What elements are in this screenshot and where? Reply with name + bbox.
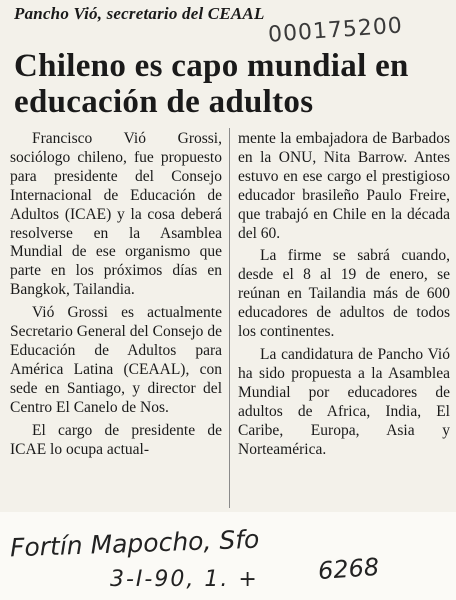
paragraph: Francisco Vió Grossi, sociólogo chileno, fue propuesto para presidente del Consejo Internacional de Educación de Adultos (ICAE) y la cosa deberá resolverse en la Asamblea Mundial de ese organismo que parte en los próximos días en Bangkok, Tailandia. bbox=[10, 130, 222, 299]
handwritten-annotation bbox=[0, 515, 456, 600]
right-column bbox=[238, 130, 450, 463]
headline: Chileno es capo mundial en educación de adultos bbox=[14, 48, 409, 120]
paragraph: La candidatura de Pancho Vió ha sido propuesta a la Asamblea Mundial por educadores de adultos de Africa, India, El Caribe, Europa, Asia y Norteamérica. bbox=[238, 345, 450, 458]
paragraph: Vió Grossi es actualmente Secretario General del Consejo de Educación de Adultos para América Latina (CEAAL), con sede en Santiago, y director del Centro El Canelo de Nos. bbox=[10, 304, 222, 416]
source-note bbox=[10, 525, 260, 563]
source-name: Fortín Mapocho, bbox=[9, 526, 212, 563]
left-column bbox=[10, 130, 222, 463]
column-divider bbox=[229, 128, 230, 508]
paragraph: mente la embajadora de Barbados en la ONU, Nita Barrow. Antes estuvo en ese cargo el prestigioso educador brasileño Paulo Freire, que trabajó en Chile en la década del 60. bbox=[238, 130, 450, 242]
archive-stamp: 000175200 bbox=[267, 13, 404, 48]
date-note: 3-I-90, 1. + bbox=[110, 567, 259, 592]
archive-number: 6268 bbox=[317, 552, 380, 586]
paragraph: El cargo de presidente de ICAE lo ocupa actual- bbox=[10, 421, 222, 458]
paragraph: La firme se sabrá cuando, desde el 8 al 19 de enero, se reúnan en Tailandia más de 600 educadores de adultos de todos los continentes. bbox=[238, 247, 450, 341]
kicker: Pancho Vió, secretario del CEAAL bbox=[14, 4, 265, 23]
initials: Sfo bbox=[218, 524, 260, 556]
